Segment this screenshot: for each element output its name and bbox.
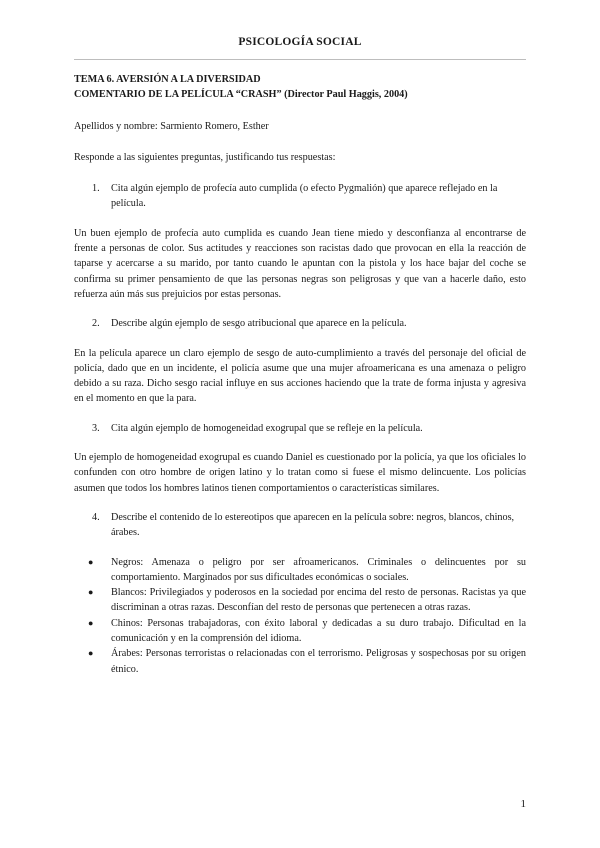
question-1 [92,181,526,212]
question-text: Describe el contenido de lo estereotipos que aparecen en la película sobre: negros, blancos, chinos, árabes. [111,511,515,539]
stereotype-list [74,555,526,677]
stereotype-item [88,555,526,586]
bullet-icon: ● [88,556,94,567]
stereotype-text: Blancos: Privilegiados y poderosos en la sociedad por encima del resto de personas. Racistas ya que discriminan a otras razas. Desconfían del resto de personas que pertenecen a otras razas. [111,587,526,614]
bullet-icon: ● [88,617,94,628]
question-number: 4. [92,511,100,523]
topic-title: TEMA 6. AVERSIÓN A LA DIVERSIDAD [74,74,261,85]
answer-3: Un ejemplo de homogeneidad exogrupal es cuando Daniel es cuestionado por la policía, ya que los oficiales lo confunden con otro hombre de origen latino y lo tratan como si fuese el mismo delincuente. Los policías asumen que todos los hombres latinos tienen comportamientos o características similares. [74,452,526,494]
bullet-icon: ● [88,587,94,598]
stereotype-text: Negros: Amenaza o peligro por ser afroamericanos. Criminales o delincuentes por su comportamiento. Marginados por sus dificultades económicas o sociales. [111,556,526,583]
document-body [74,72,526,677]
question-text: Cita algún ejemplo de profecía auto cumplida (o efecto Pygmalión) que aparece reflejado en la película. [111,183,498,210]
page-header-title: PSICOLOGÍA SOCIAL [238,36,362,48]
question-number: 3. [92,422,100,434]
question-4 [92,510,526,541]
author-line: Apellidos y nombre: Sarmiento Romero, Esther [74,120,269,132]
question-3 [92,421,526,436]
question-2 [92,316,526,331]
stereotype-text: Chinos: Personas trabajadoras, con éxito laboral y dedicadas a su duro trabajo. Dificultad en la comunicación y en la comprensión del idioma. [111,617,526,645]
answer-1: Un buen ejemplo de profecía auto cumplida es cuando Jean tiene miedo y desconfianza al encontrarse de frente a personas de color. Sus actitudes y reacciones son racistas dado que provocan en ella la reacción de taparse y acercarse a su marido, por tanto cuando le apuntan con la pistola y los hace bajar del coche se confirma su primer pensamiento de que las personas negras son peligrosas y que van a hacerle daño, esto refuerza aún más sus prejuicios por estas personas. [74,227,526,300]
header-divider [74,59,526,60]
instructions: Responde a las siguientes preguntas, justificando tus respuestas: [74,151,336,163]
stereotype-text: Árabes: Personas terroristas o relacionadas con el terrorismo. Peligrosas y sospechosas por su origen étnico. [111,648,526,675]
stereotype-item [88,585,526,616]
question-number: 1. [92,183,100,195]
stereotype-item [88,616,526,647]
stereotype-item [88,646,526,677]
question-text: Describe algún ejemplo de sesgo atribucional que aparece en la película. [111,318,407,330]
film-comment-title: COMENTARIO DE LA PELÍCULA “CRASH” (Director Paul Haggis, 2004) [74,89,408,101]
question-number: 2. [92,318,100,330]
answer-2: En la película aparece un claro ejemplo de sesgo de auto-cumplimiento a través del personaje del oficial de policía, dado que en un incidente, el policía asume que una mujer afroamericana es una amenaza o peligro debido a su raza. Dicho sesgo racial influye en sus acciones haciendo que la trate de forma injusta y agresiva en el momento en que la para. [74,347,526,405]
page-number: 1 [520,798,526,810]
question-text: Cita algún ejemplo de homogeneidad exogrupal que se refleje en la película. [111,422,423,434]
bullet-icon: ● [88,648,94,659]
